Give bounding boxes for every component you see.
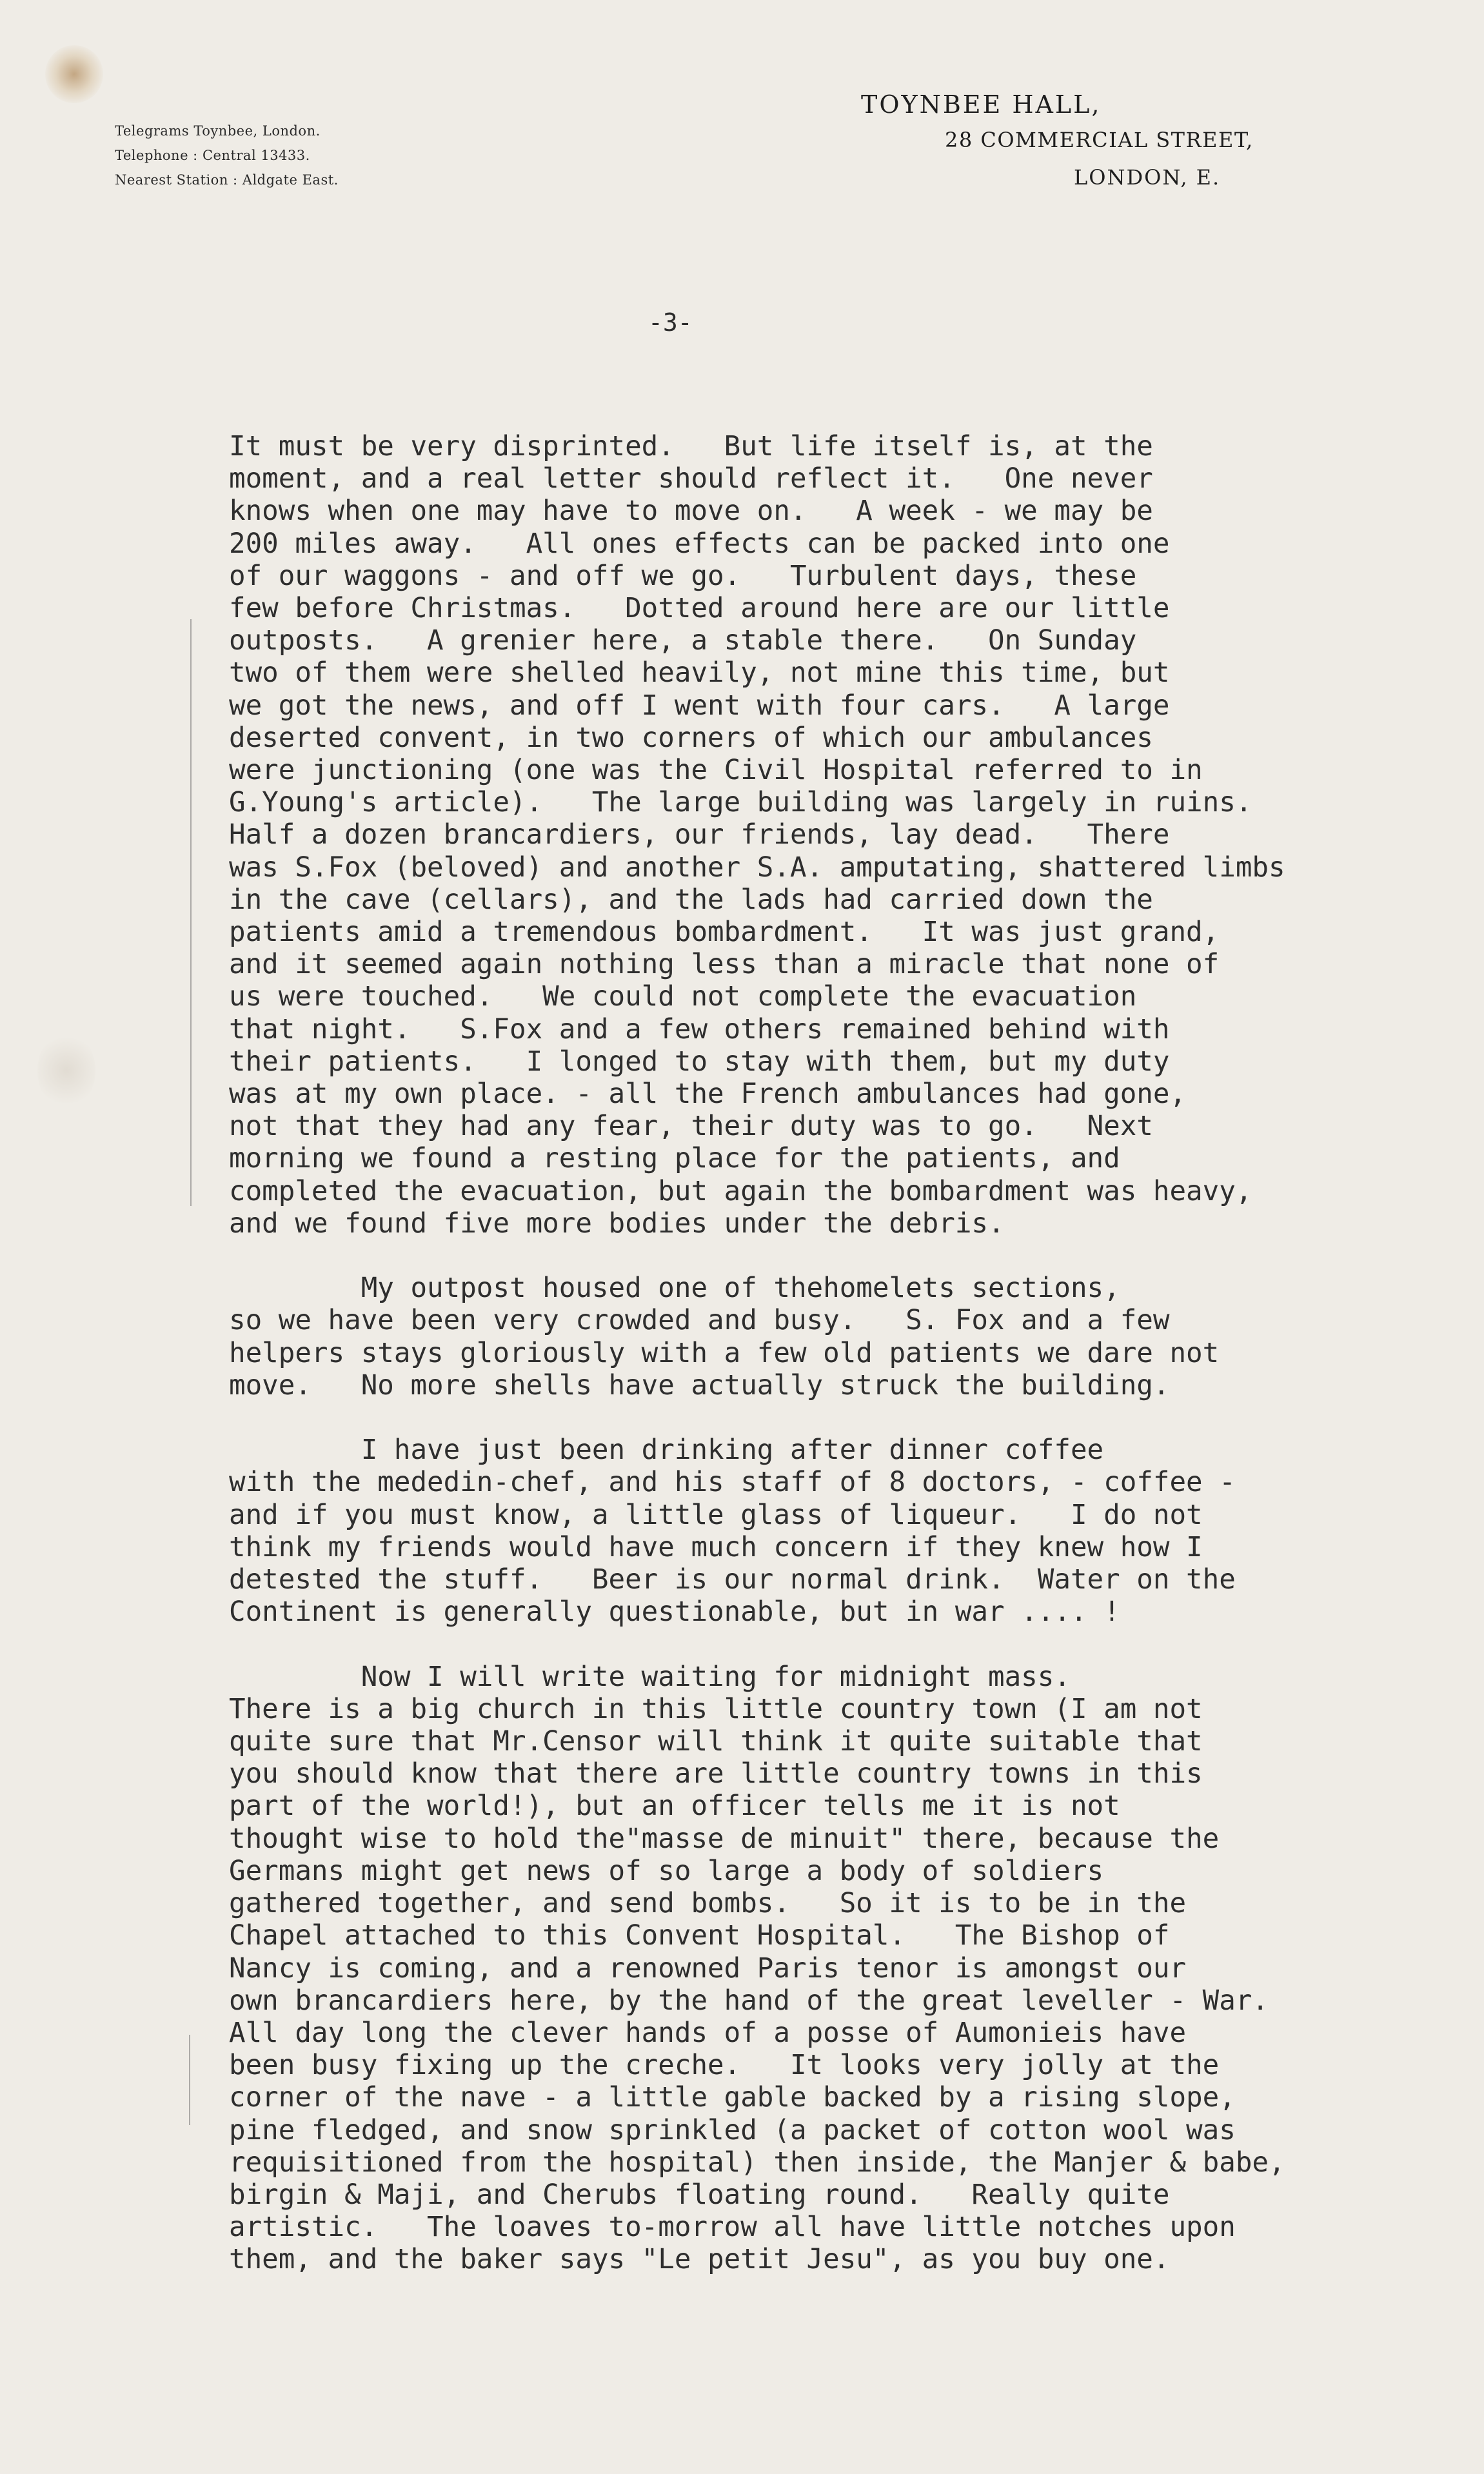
- letterhead-address: [858, 90, 1296, 190]
- text-line: was at my own place. - all the French ambulances had gone,: [229, 1078, 1187, 1111]
- margin-mark-upper: [190, 619, 192, 1206]
- text-line: Now I will write waiting for midnight mass.: [229, 1661, 1071, 1693]
- text-line: in the cave (cellars), and the lads had carried down the: [229, 884, 1153, 916]
- station-line: Nearest Station : Aldgate East.: [115, 172, 339, 188]
- text-line: All day long the clever hands of a posse of Aumonieis have: [229, 2017, 1187, 2049]
- letter-body: [229, 431, 1467, 2309]
- text-line: quite sure that Mr.Censor will think it quite suitable that: [229, 1726, 1203, 1758]
- text-line: moment, and a real letter should reflect it. One never: [229, 463, 1153, 495]
- text-line: us were touched. We could not complete the evacuation: [229, 981, 1137, 1013]
- text-line: that night. S.Fox and a few others remained behind with: [229, 1013, 1170, 1045]
- text-line: gathered together, and send bombs. So it is to be in the: [229, 1888, 1187, 1920]
- paragraph: [229, 1661, 1467, 2277]
- text-line: part of the world!), but an officer tells me it is not: [229, 1790, 1120, 1823]
- telegrams-line: Telegrams Toynbee, London.: [115, 123, 321, 139]
- text-line: of our waggons - and off we go. Turbulent days, these: [229, 560, 1137, 592]
- text-line: knows when one may have to move on. A week - we may be: [229, 495, 1153, 528]
- text-line: their patients. I longed to stay with them, but my duty: [229, 1045, 1170, 1078]
- text-line: few before Christmas. Dotted around here are our little: [229, 593, 1170, 625]
- paper-stain: [45, 45, 103, 103]
- telephone-line: Telephone : Central 13433.: [115, 148, 310, 163]
- letterhead-contact: [115, 119, 339, 192]
- text-line: completed the evacuation, but again the bombardment was heavy,: [229, 1175, 1252, 1207]
- text-line: was S.Fox (beloved) and another S.A. amputating, shattered limbs: [229, 851, 1285, 884]
- text-line: Half a dozen brancardiers, our friends, lay dead. There: [229, 819, 1170, 851]
- text-line: helpers stays gloriously with a few old patients we dare not: [229, 1337, 1220, 1369]
- text-line: Chapel attached to this Convent Hospital. The Bishop of: [229, 1920, 1170, 1952]
- text-line: and it seemed again nothing less than a miracle that none of: [229, 949, 1220, 981]
- text-line: Nancy is coming, and a renowned Paris tenor is amongst our: [229, 1952, 1187, 1984]
- text-line: deserted convent, in two corners of which our ambulances: [229, 722, 1153, 754]
- text-line: two of them were shelled heavily, not mine this time, but: [229, 657, 1170, 689]
- text-line: you should know that there are little country towns in this: [229, 1758, 1203, 1790]
- text-line: been busy fixing up the creche. It looks very jolly at the: [229, 2050, 1220, 2082]
- city-line: LONDON, E.: [1074, 165, 1221, 190]
- text-line: and if you must know, a little glass of liqueur. I do not: [229, 1499, 1203, 1531]
- street-address: 28 COMMERCIAL STREET,: [945, 128, 1254, 152]
- text-line: with the mededin-chef, and his staff of 8 doctors, - coffee -: [229, 1467, 1236, 1499]
- text-line: thought wise to hold the"masse de minuit" there, because the: [229, 1823, 1220, 1855]
- text-line: outposts. A grenier here, a stable there. On Sunday: [229, 625, 1137, 657]
- text-line: requisitioned from the hospital) then inside, the Manjer & babe,: [229, 2146, 1285, 2179]
- text-line: detested the stuff. Beer is our normal drink. Water on the: [229, 1564, 1236, 1596]
- text-line: pine fledged, and snow sprinkled (a packet of cotton wool was: [229, 2114, 1236, 2146]
- text-line: G.Young's article). The large building was largely in ruins.: [229, 787, 1252, 819]
- text-line: 200 miles away. All ones effects can be packed into one: [229, 528, 1170, 560]
- page-number: -3-: [648, 308, 693, 337]
- text-line: think my friends would have much concern if they knew how I: [229, 1531, 1203, 1563]
- paragraph: [229, 1434, 1467, 1628]
- margin-mark-lower: [189, 2035, 190, 2125]
- paragraph: [229, 1272, 1467, 1402]
- text-line: and we found five more bodies under the debris.: [229, 1207, 1005, 1240]
- text-line: It must be very disprinted. But life itself is, at the: [229, 431, 1153, 462]
- text-line: own brancardiers here, by the hand of the great leveller - War.: [229, 1984, 1269, 2017]
- text-line: corner of the nave - a little gable backed by a rising slope,: [229, 2082, 1236, 2114]
- text-line: I have just been drinking after dinner coffee: [229, 1434, 1104, 1467]
- text-line: My outpost housed one of thehomelets sections,: [229, 1272, 1120, 1305]
- text-line: birgin & Maji, and Cherubs floating round. Really quite: [229, 2179, 1170, 2211]
- text-line: There is a big church in this little country town (I am not: [229, 1693, 1203, 1725]
- text-line: not that they had any fear, their duty was to go. Next: [229, 1111, 1153, 1143]
- paragraph: [229, 431, 1467, 1240]
- text-line: we got the news, and off I went with four cars. A large: [229, 689, 1170, 722]
- text-line: them, and the baker says "Le petit Jesu", as you buy one.: [229, 2244, 1170, 2276]
- text-line: artistic. The loaves to-morrow all have little notches upon: [229, 2212, 1236, 2244]
- text-line: Germans might get news of so large a body of soldiers: [229, 1855, 1104, 1887]
- text-line: morning we found a resting place for the patients, and: [229, 1143, 1120, 1175]
- text-line: Continent is generally questionable, but in war .... !: [229, 1596, 1120, 1628]
- text-line: so we have been very crowded and busy. S. Fox and a few: [229, 1305, 1170, 1337]
- text-line: were junctioning (one was the Civil Hospital referred to in: [229, 755, 1203, 787]
- institution-name: TOYNBEE HALL,: [861, 90, 1102, 119]
- text-line: move. No more shells have actually struck the building.: [229, 1369, 1170, 1401]
- paper-stain-faint: [37, 1032, 95, 1109]
- text-line: patients amid a tremendous bombardment. It was just grand,: [229, 916, 1220, 949]
